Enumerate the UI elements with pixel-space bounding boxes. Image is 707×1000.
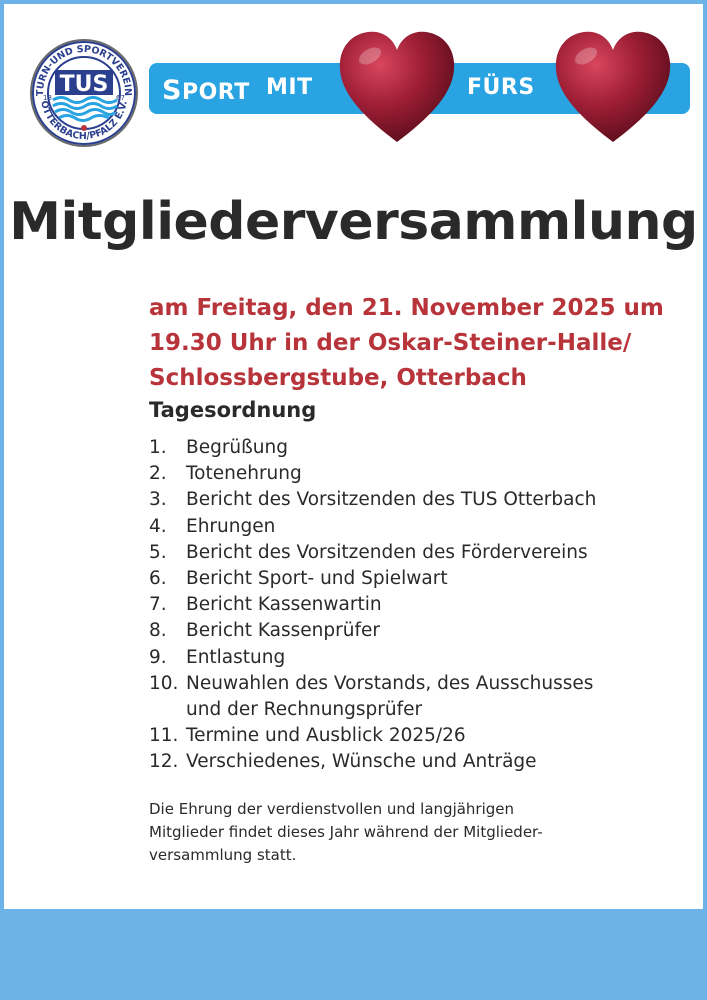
agenda-item-number: 11. — [149, 725, 179, 747]
banner-word-mit: MIT — [266, 75, 313, 100]
agenda-list — [149, 435, 689, 776]
banner-word-sport-cap: S — [162, 75, 182, 106]
event-line: am Freitag, den 21. November 2025 um — [149, 295, 664, 321]
agenda-item-text: Entlastung — [186, 646, 286, 668]
agenda-item — [149, 566, 689, 592]
agenda-item-number: 1. — [149, 437, 167, 458]
agenda-item-number: 3. — [149, 489, 167, 511]
banner-word-sport-rest: PORT — [181, 80, 250, 105]
honors-note — [149, 798, 669, 867]
agenda-item-text: Bericht Sport- und Spielwart — [186, 568, 448, 590]
agenda-heading: Tagesordnung — [149, 398, 317, 422]
logo-year-left: 18 — [43, 94, 52, 102]
agenda-item-text: Totenehrung — [186, 463, 302, 485]
agenda-item-number: 8. — [149, 620, 167, 642]
agenda-item-number: 9. — [149, 646, 167, 668]
heart-icon — [552, 28, 674, 146]
agenda-item — [149, 435, 689, 461]
agenda-item-text: Bericht Kassenprüfer — [186, 620, 380, 642]
logo-year-right: 67 — [116, 94, 125, 102]
banner-word-fuers: FÜRS — [467, 75, 535, 100]
note-line: versammlung statt. — [149, 846, 297, 864]
tus-otterbach-logo — [29, 38, 139, 148]
agenda-item — [149, 540, 689, 566]
agenda-item-number: 10. — [149, 672, 179, 694]
agenda-item-text: Bericht des Vorsitzenden des Fördervereins — [186, 541, 588, 563]
agenda-item — [149, 461, 689, 487]
agenda-item — [149, 723, 689, 749]
agenda-item — [149, 671, 689, 723]
agenda-item — [149, 645, 689, 671]
note-line: Mitglieder findet dieses Jahr während der Mitglieder- — [149, 823, 543, 841]
event-line: Schlossbergstube, Otterbach — [149, 365, 527, 391]
agenda-item-number: 2. — [149, 463, 167, 485]
note-line: Die Ehrung der verdienstvollen und langjährigen — [149, 800, 515, 818]
agenda-item — [149, 749, 689, 775]
agenda-item-text-continued: und der Rechnungsprüfer — [186, 699, 423, 721]
heart-icon — [336, 28, 458, 146]
event-details — [149, 291, 689, 396]
event-line: 19.30 Uhr in der Oskar-Steiner-Halle/ — [149, 330, 632, 356]
agenda-item-number: 12. — [149, 751, 179, 773]
agenda-item-text: Bericht des Vorsitzenden des TUS Otterbach — [186, 489, 597, 511]
agenda-item-text: Begrüßung — [186, 437, 288, 458]
agenda-item — [149, 618, 689, 644]
agenda-item-text: Bericht Kassenwartin — [186, 594, 382, 616]
agenda-item-text: Neuwahlen des Vorstands, des Ausschusses — [186, 672, 594, 694]
page-title: Mitgliederversammlung — [9, 192, 698, 252]
agenda-item-number: 6. — [149, 568, 167, 590]
logo-arc-bottom: OTTERBACH/PFALZ E.V. — [38, 99, 130, 143]
agenda-item-text: Verschiedenes, Wünsche und Anträge — [186, 751, 537, 773]
logo-center-text: TUS — [59, 72, 109, 97]
agenda-item — [149, 592, 689, 618]
agenda-item — [149, 514, 689, 540]
agenda-item-text: Termine und Ausblick 2025/26 — [186, 725, 466, 747]
agenda-item-text: Ehrungen — [186, 515, 276, 537]
agenda-item-number: 7. — [149, 594, 167, 616]
logo-arc-top: TURN-UND SPORTVEREIN — [34, 43, 134, 97]
agenda-item-number: 4. — [149, 515, 167, 537]
banner-word-sport — [162, 75, 250, 106]
agenda-item — [149, 487, 689, 513]
agenda-item-number: 5. — [149, 541, 167, 563]
